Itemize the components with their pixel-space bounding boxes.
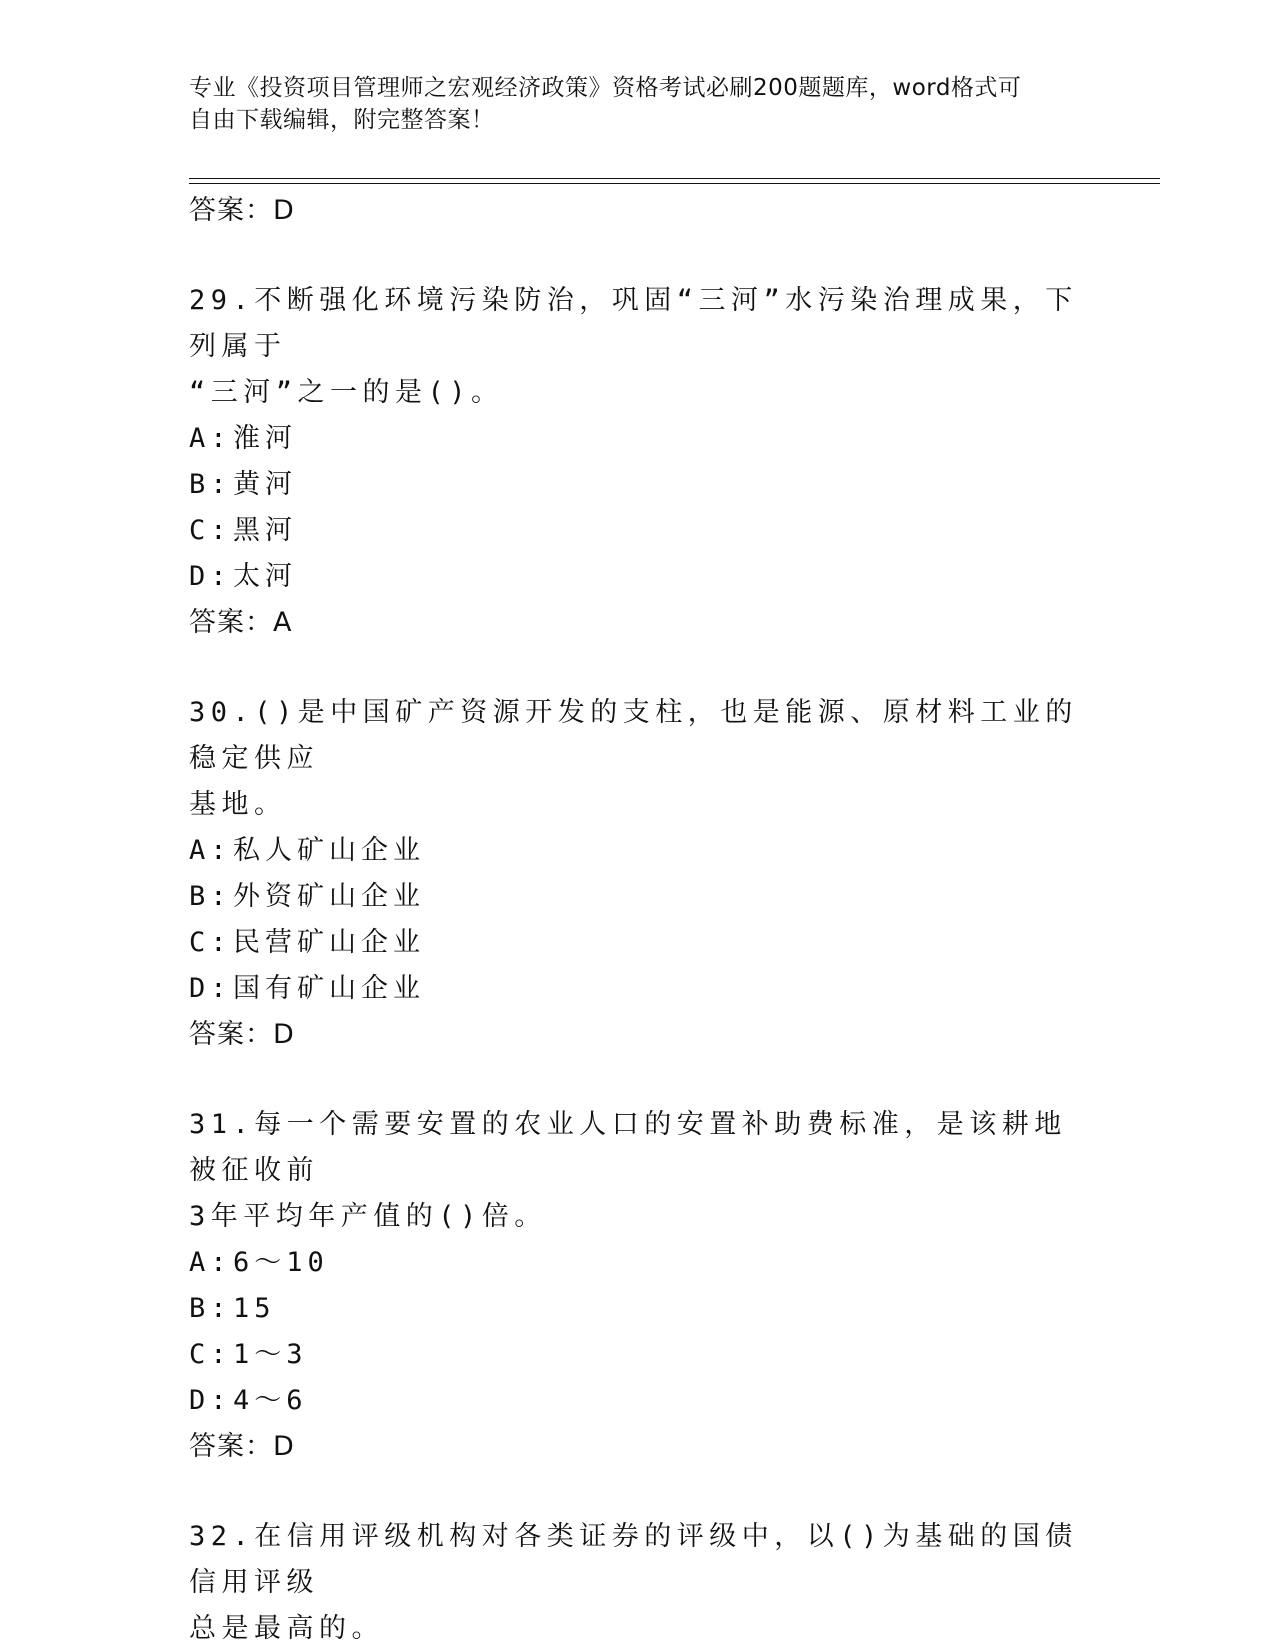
- option-key: C:: [189, 1339, 232, 1370]
- option-text: 私人矿山企业: [233, 835, 425, 866]
- question-list: [189, 188, 1089, 1652]
- question-32: [189, 1514, 1089, 1652]
- answer-line: 答案：A: [189, 607, 293, 638]
- option-key: A:: [189, 423, 232, 454]
- option-text: 民营矿山企业: [233, 927, 425, 958]
- question-text-line: 基地。: [189, 789, 287, 820]
- option-text: 15: [233, 1293, 276, 1324]
- option-key: C:: [189, 515, 232, 546]
- question-text-line: 总是最高的。: [189, 1613, 384, 1644]
- option-a: [189, 416, 1089, 462]
- question-text-line: 29.不断强化环境污染防治，巩固“三河”水污染治理成果，下列属于: [189, 285, 1078, 362]
- header-line-1: 专业《投资项目管理师之宏观经济政策》资格考试必刷200题题库，word格式可: [189, 75, 1022, 101]
- option-key: C:: [189, 927, 232, 958]
- option-text: 4～6: [233, 1385, 308, 1416]
- option-d: [189, 554, 1089, 600]
- option-text: 太河: [233, 561, 297, 592]
- option-key: D:: [189, 973, 232, 1004]
- option-text: 外资矿山企业: [233, 881, 425, 912]
- option-key: D:: [189, 561, 232, 592]
- option-b: [189, 874, 1089, 920]
- option-key: B:: [189, 1293, 232, 1324]
- option-key: A:: [189, 1247, 232, 1278]
- option-key: A:: [189, 835, 232, 866]
- answer-line: 答案：D: [189, 1431, 295, 1462]
- question-29: [189, 278, 1089, 416]
- option-key: D:: [189, 1385, 232, 1416]
- option-b: [189, 462, 1089, 508]
- question-text-line: 31.每一个需要安置的农业人口的安置补助费标准，是该耕地被征收前: [189, 1109, 1067, 1186]
- option-key: B:: [189, 469, 232, 500]
- option-text: 国有矿山企业: [233, 973, 425, 1004]
- answer-line: 答案：D: [189, 195, 295, 226]
- option-c: [189, 1332, 1089, 1378]
- question-text-line: 32.在信用评级机构对各类证券的评级中，以()为基础的国债信用评级: [189, 1521, 1078, 1598]
- option-text: 6～10: [233, 1247, 329, 1278]
- option-text: 黄河: [233, 469, 297, 500]
- option-c: [189, 508, 1089, 554]
- page-header: [189, 72, 1069, 136]
- header-divider-top: [189, 178, 1160, 179]
- question-text-line: 30.()是中国矿产资源开发的支柱，也是能源、原材料工业的稳定供应: [189, 697, 1078, 774]
- header-line-2: 自由下载编辑，附完整答案！: [189, 107, 495, 133]
- question-31: [189, 1102, 1089, 1240]
- option-b: [189, 1286, 1089, 1332]
- option-text: 黑河: [233, 515, 297, 546]
- option-d: [189, 966, 1089, 1012]
- option-c: [189, 920, 1089, 966]
- header-divider-bottom: [189, 183, 1160, 184]
- option-text: 1～3: [233, 1339, 308, 1370]
- option-key: B:: [189, 881, 232, 912]
- question-30: [189, 690, 1089, 828]
- question-text-line: 3年平均年产值的()倍。: [189, 1201, 547, 1232]
- option-a: [189, 828, 1089, 874]
- question-text-line: “三河”之一的是()。: [189, 377, 504, 408]
- answer-line: 答案：D: [189, 1019, 295, 1050]
- option-text: 淮河: [233, 423, 297, 454]
- option-d: [189, 1378, 1089, 1424]
- option-a: [189, 1240, 1089, 1286]
